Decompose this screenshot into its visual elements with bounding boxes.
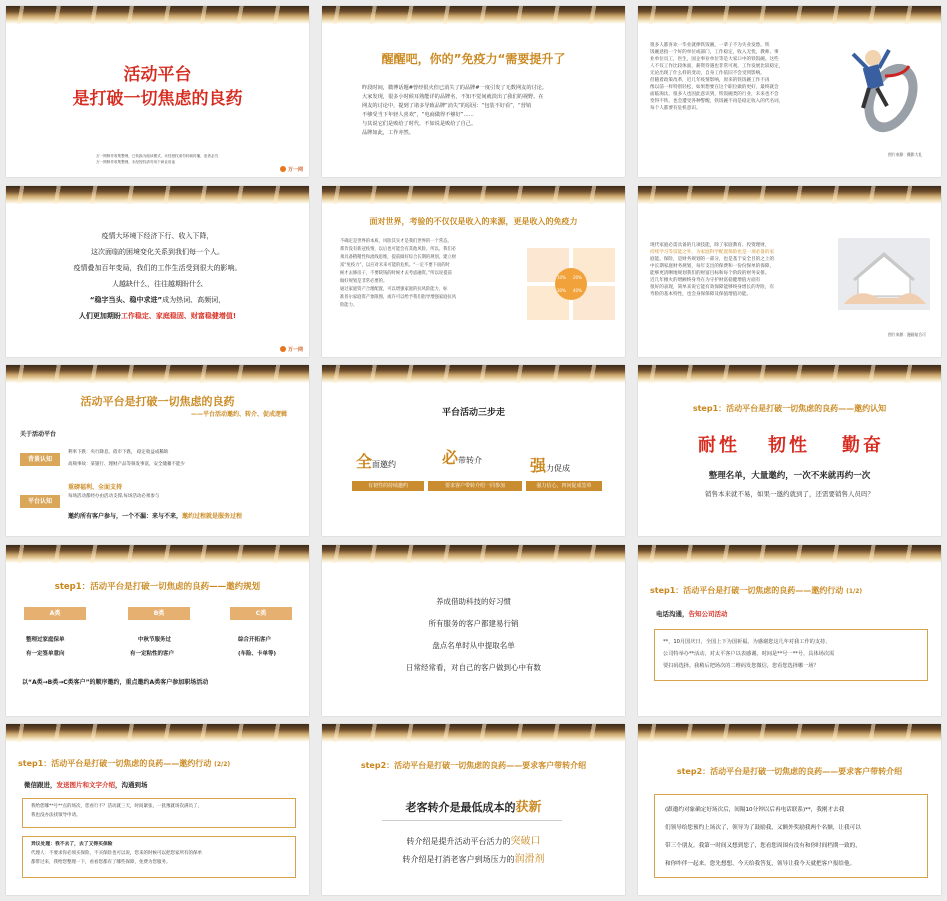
body-line: 人不仅工作比较体面，薪资待遇也非常可观，工作发展比较稳定， [650, 64, 784, 69]
body-line: 庭能。保险，是财务规划的一部分，也是基于安全目的之上的 [650, 256, 775, 262]
step-3: 强力促成 [530, 456, 571, 475]
script-box [654, 794, 928, 878]
gold-wave-banner [638, 545, 941, 563]
gold-wave-banner [638, 186, 941, 204]
message-line: 我也没办法找领导申请。 [31, 813, 81, 818]
emphasis-red: 工作稳定、家庭稳固、财富稳健增值! [120, 311, 237, 320]
slide-title: 平台活动三步走 [441, 408, 505, 418]
script-line: **，10月国庆日，全国上下为国祈福。为感谢您这几年对我工作的支持、 [663, 638, 831, 645]
slide-6-thumbnail[interactable] [638, 186, 941, 357]
gold-wave-banner [6, 545, 309, 563]
slide-title: 醒醒吧，你的”免疫力“需要提升了 [381, 52, 566, 66]
asset-quadrant-diagram [527, 248, 615, 320]
objection-line: 代理人：不要求你必须买保险，不买保险也可以说，您来的时候可以把您家所有的保单 [31, 851, 202, 856]
slide-14-thumbnail[interactable] [322, 724, 625, 895]
bullet-2: 高频事故：某银行、理财产品等频发事富，安全储蓄不能少 [68, 462, 185, 467]
main-statement: 老客转介是最低成本的获新 [405, 800, 542, 815]
slide-15-thumbnail[interactable] [638, 724, 941, 895]
bullet-1: 利率下跌：央行降息、债市下跌， 稳定收益成稀缺 [68, 450, 169, 455]
slide-title: step1：活动平台是打破一切焦虑的良药——邀约规划 [54, 581, 261, 592]
slide-9-thumbnail[interactable] [638, 365, 941, 536]
quadrant-value: 30% [557, 287, 566, 293]
step-bar-3: 强力信心，四问促成签单 [526, 481, 602, 491]
slide-2-thumbnail[interactable] [322, 6, 625, 177]
category-a: A类 [24, 607, 86, 620]
script-box [654, 629, 928, 681]
list-item: 所有服务的客户都建易行销 [428, 618, 519, 628]
body-text [6, 228, 309, 324]
body-line: 像以前一样特别轻松，如果想要在这个职位做的更好，最终就会 [650, 85, 779, 90]
body-line: 富“免疫力”，以应对未来可能的危机。“一定不要下雨的时 [340, 262, 450, 268]
falling-man-illustration [843, 36, 923, 146]
body-line: 险能力。 [340, 302, 358, 308]
category-b: B类 [128, 607, 190, 620]
gold-wave-banner [638, 365, 941, 383]
script-line: 和你咋伴一起来。您先想想，今天给我答复，领导让我今天就把客户报给他。 [665, 861, 856, 867]
script-line: 们领导给您预约上场次了，领导为了鼓励我，又额外奖励我两个名额，让我可以 [665, 825, 861, 831]
slide-title: step1：活动平台是打破一切焦虑的良药——邀约认知 [692, 404, 887, 413]
channel-label: 微信跟进，发送图片和文字介绍，沟通到场 [24, 781, 148, 789]
slide-12-thumbnail[interactable] [638, 545, 941, 716]
body-line: 持续学习等技能之外，为家庭科学配置保险也是一项必备的家 [650, 249, 775, 255]
image-caption: 图片来源：摄影大礼 [888, 152, 923, 157]
house-in-hands-photo [838, 238, 930, 310]
body-line: 饭碗意指一个好的单位或部门，工作稳定，收入无忧，教师、事 [650, 50, 779, 55]
section-heading: 关于活动平台 [20, 431, 57, 438]
message-box [22, 798, 296, 828]
script-line: (跟邀约对象确定好场次后，间隔10分钟以后再电话联系)**，我刚才去我 [665, 807, 845, 813]
body-line: 无论出现了什么样的变动，自身工作依旧不会受到影响。 [650, 71, 765, 76]
body-line: 不够受当下年轻人喜欢”，“电商做得不够好”…… [362, 112, 474, 118]
gold-wave-banner [322, 186, 625, 204]
slide-5-thumbnail[interactable] [322, 186, 625, 357]
slide-title-line2: 是打破一切焦虑的良药 [72, 89, 243, 109]
body-line: 疫情大环境下经济下行、收入下降， [101, 231, 214, 240]
gold-wave-banner [638, 6, 941, 24]
body-line: 不确定是世界的本质，风险其实才是我们世界的一个常态。 [340, 238, 452, 244]
step-bar-2: 要求客户带转介绍一同参加 [428, 481, 522, 491]
slide-title: step1：活动平台是打破一切焦虑的良药——邀约行动 (2/2) [18, 759, 231, 768]
body-line: 近几年掀火的增额终身寿在为守护财富稳健增值方面有 [650, 277, 761, 283]
checklist [322, 591, 625, 679]
body-line: 昨段时间，微博话题#曾经很火但已消失了的品牌#一度引发了无数网友的讨论。 [362, 85, 548, 91]
slide-title: step1：活动平台是打破一切焦虑的良药——邀约行动 (1/2) [650, 585, 863, 595]
script-line: 公司特举办**活动，对太平客户以表感谢。时间是**号一**号，具体场次需 [663, 650, 835, 657]
slide-subtitle: ——平台活动邀约、转介、促成逻辑 [190, 411, 287, 418]
objection-title: 异议处理：我不去了，去了又得买保险 [31, 842, 113, 847]
body-line [6, 292, 309, 308]
tag-background: 背景认知 [20, 453, 60, 466]
list-item: 养成借助科技的好习惯 [436, 596, 511, 606]
step-1: 全面邀约 [356, 452, 397, 471]
body-line: 准普尔家庭资产象限图，或许可以给予我们指导增强家庭抗风 [340, 294, 457, 300]
quadrant-value: 40% [573, 287, 582, 293]
body-line: 人越缺什么，往往越期盼什么 [112, 279, 203, 288]
body-text [650, 42, 835, 112]
bottom-note: 以“A类→B类→C类客户”的顺序邀约，重点邀约A类客户参加职场活动 [22, 678, 209, 686]
slide-title: step2：活动平台是打破一切焦虑的良药——要求客户带转介绍 [360, 761, 587, 770]
body-line: 很多人都喜欢一毕业就捧铁饭碗，一辈子不为失业发愁。铁 [650, 43, 770, 48]
category-c-line1: 综合开拓客户 [238, 636, 272, 643]
body-line: 这次面临的困境变化关系到我们每一个人。 [91, 247, 224, 256]
slide-title-line1: 活动平台 [123, 65, 192, 85]
slide-grid [6, 6, 941, 895]
slide-3-thumbnail[interactable] [638, 6, 941, 177]
category-b-line2: 有一定粘性的客户 [130, 650, 175, 657]
body-line: 能够更清晰地规划我们的财富目标和每个阶段的财务安排。 [650, 270, 770, 276]
body-line: 每个人都要有危机意识。 [650, 106, 701, 111]
gold-wave-banner [638, 724, 941, 742]
body-line: 须具备稍稍性和流线思维，提前做好综合长期的规划，建立财 [340, 254, 457, 260]
body-line: 与其说它们是败给了时代，不如说是败给了自己。 [362, 121, 477, 127]
gold-wave-banner [6, 724, 309, 742]
footnote-2: 万一网制作收集整理，未经授权请勿用于商业用途 [96, 160, 176, 164]
script-line: 带三个朋友。我第一时间又想到您了，您看您周围有没有和你时间档期一致的， [665, 843, 861, 849]
keyword-tenacity: 韧性 [768, 435, 810, 456]
body-line: 很好的表现，简单来说它能有效保障能够终身增长的寿险，有 [650, 284, 775, 290]
brand-logo: 万一网 [280, 166, 303, 173]
body-text [340, 238, 522, 310]
category-c-line2: (车险、卡单等) [238, 650, 277, 657]
body-line: 变得不铁，也会遭受各种警醒，铁饭碗不再是稳定收入的代名词， [650, 99, 784, 104]
footnote-1: 万一网制作收集整理，已转换为阅读模式，未经授权请勿转载传播，违者必究 [96, 154, 219, 158]
step-bar-1: 有韧性的持续邀约 [352, 481, 424, 491]
slide-8-thumbnail[interactable] [322, 365, 625, 536]
body-line: 大家发现，很多小时候耳熟能详的品牌名，不知不觉间就淡出了我们的视野。在 [362, 94, 544, 100]
brand-logo: 万一网 [280, 346, 303, 353]
body-line: 疫情叠加百年变局，我们的工作生活受到很大的影响。 [73, 263, 242, 272]
gold-wave-banner [6, 186, 309, 204]
gold-wave-banner [6, 365, 309, 383]
quote-text: “稳字当头、稳中求进” [89, 295, 163, 304]
body-line: 候才去修房子，不要缺钱的时候才去考虑融资。”所以说提前 [340, 270, 452, 276]
message-line: 我给您哪**号**点的场次，您看行不？活动就三天，时间紧张，一犹豫就场次满员了， [31, 804, 202, 809]
quote-suffix: 成为热词、高频词， [162, 295, 226, 304]
quadrant-value: 20% [573, 274, 582, 280]
body-text [362, 84, 602, 138]
body-line: 通过家庭资产合理配置，可以增强家庭的抗风险能力，标 [340, 286, 448, 292]
platform-desc: 每场活动都经办由活动支撑,每场活动必须参与 [68, 494, 160, 499]
gold-wave-banner [322, 545, 625, 563]
body-line: 做好规划是非常必要的。 [340, 278, 388, 284]
body-line [6, 308, 309, 324]
gold-wave-banner [322, 6, 625, 24]
body-line: 面临淘汰，很多人也因此意识到，铁饭碗类的行业，未来也不会 [650, 92, 779, 97]
script-line: 要扫码选择。我稍后把场次的二维码发您微信，您看您选择哪一场？ [663, 662, 819, 669]
body-text [650, 242, 830, 298]
bottom-line: 邀约所有客户参与，一个不漏：来与不来，邀约过程就是服务过程 [68, 513, 243, 520]
category-a-line2: 有一定签单意向 [26, 650, 65, 657]
slide-13-thumbnail[interactable] [6, 724, 309, 895]
channel-label: 电话沟通，告知公司活动 [656, 609, 728, 618]
slide-title: 活动平台是打破一切焦虑的良药 [80, 395, 235, 408]
slide-10-thumbnail[interactable] [6, 545, 309, 716]
body-line: 中长期家庭财务规划，每年支出的保费和一份份保单的保障， [650, 263, 775, 269]
list-item: 日常经常看，对自己的客户做到心中有数 [406, 662, 541, 672]
gold-wave-banner [322, 724, 625, 742]
slide-1-thumbnail[interactable] [6, 6, 309, 177]
divider [382, 820, 562, 821]
gold-wave-banner [6, 6, 309, 24]
tag-platform: 平台认知 [20, 495, 60, 508]
statement-2: 转介绍是打消老客户到场压力的润滑剂 [402, 854, 545, 865]
body-line: 现代家庭必需具备的几项技能，除了家庭教育、投资理财， [650, 242, 770, 248]
headline: 整理名单，大量邀约，一次不来就再约一次 [708, 471, 871, 481]
category-b-line1: 中秋节服务过 [138, 636, 172, 643]
category-a-line1: 整理过家庭保单 [26, 636, 65, 643]
body-line: 业单位员工，医生，国企事业单位等是大家口中的铁饭碗。这些 [650, 57, 779, 62]
slide-11-thumbnail[interactable] [322, 545, 625, 716]
list-item: 盘点名单时从中提取名单 [432, 640, 515, 650]
keyword-diligence: 勤奋 [842, 435, 884, 456]
image-caption: 图片来源：漫画复合可 [888, 331, 926, 337]
subline: 销售本来就不易，如果一邀约就到了，还需要销售人员吗？ [705, 490, 874, 498]
quadrant-value: 10% [557, 274, 566, 280]
step-2: 必带转介 [442, 448, 483, 467]
emphasis-prefix: 人们更加期盼 [78, 311, 121, 320]
body-line: 但随着政策改革，近几年疫情影响，原来的铁饭碗工作不再 [650, 78, 770, 83]
body-line: 那肯没有新冠疫情，以后也可能会有其他风险。所以，我们必 [340, 246, 457, 252]
slide-7-thumbnail[interactable] [6, 365, 309, 536]
slide-title: 面对世界，考验的不仅仅是收入的来源，更是收入的免疫力 [369, 216, 578, 226]
quadrant-center [555, 268, 587, 300]
statement-1: 转介绍是提升活动平台活力的突破口 [406, 836, 541, 847]
slide-4-thumbnail[interactable] [6, 186, 309, 357]
slide-title: step2：活动平台是打破一切焦虑的良药——要求客户带转介绍 [676, 767, 903, 776]
body-line: 寿险的基本特性，也会身保保障及保值增值功能。 [650, 291, 752, 297]
objection-box [22, 836, 296, 878]
body-line: 网友的讨论中，提到了诸多导致品牌“消失”的原因：“包装不好看”，“营销 [362, 103, 532, 109]
body-line: 品牌如此，工作亦然。 [362, 130, 414, 136]
keyword-patience: 耐性 [698, 435, 740, 456]
gold-wave-banner [322, 365, 625, 383]
category-c: C类 [230, 607, 292, 620]
platform-highlight: 重磅福利、全面支持 [68, 484, 123, 491]
objection-line: 都带过来，我给您整理一下，看看您都有了哪些保障，免费为您服务。 [31, 860, 171, 865]
